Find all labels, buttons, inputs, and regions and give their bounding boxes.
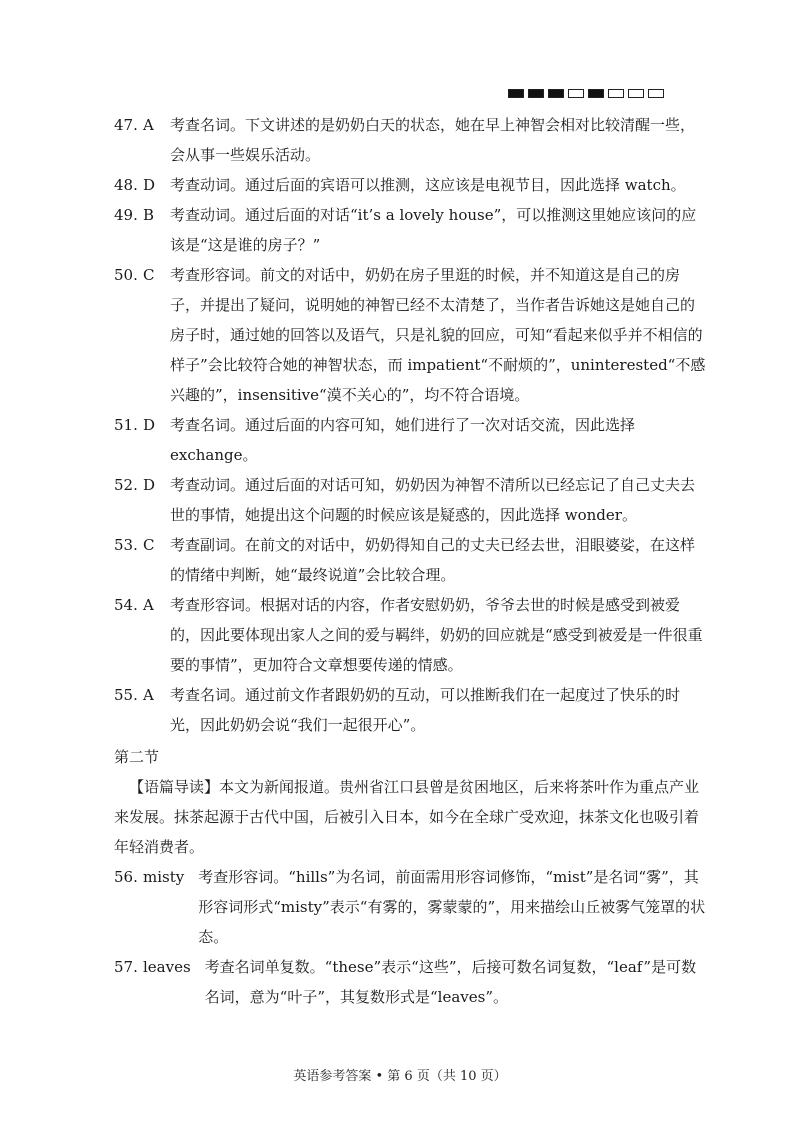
answer-item [114, 110, 708, 170]
answer-item [114, 200, 708, 260]
progress-square [628, 89, 644, 98]
progress-square [508, 89, 524, 98]
item-number: 49. [114, 206, 138, 224]
page-footer: 英语参考答案 • 第 6 页（共 10 页） [293, 1069, 507, 1084]
item-answer: misty [143, 868, 185, 886]
item-answer: A [143, 686, 154, 704]
item-explanation: 考查名词。下文讲述的是奶奶白天的状态，她在早上神智会相对比较清醒一些，会从事一些娱乐活动。 [170, 116, 696, 164]
item-answer: B [143, 206, 155, 224]
item-answer: leaves [143, 958, 191, 976]
item-number: 47. [114, 116, 138, 134]
item-answer: A [143, 116, 154, 134]
item-number: 48. [114, 176, 138, 194]
item-explanation: 考查名词单复数。“these”表示“这些”，后接可数名词复数，“leaf”是可数名词，意为“叶子”，其复数形式是“leaves”。 [204, 958, 697, 1006]
item-explanation: 考查副词。在前文的对话中，奶奶得知自己的丈夫已经去世，泪眼婆娑，在这样的情绪中判断，她“最终说道”会比较合理。 [170, 536, 696, 584]
item-number: 55. [114, 686, 138, 704]
item-number: 52. [114, 476, 138, 494]
answer-item [114, 952, 708, 1012]
guide-paragraph: 【语篇导读】本文为新闻报道。贵州省江口县曾是贫困地区，后来将茶叶作为重点产业来发展。抹茶起源于古代中国，后被引入日本，如今在全球广受欢迎，抹茶文化也吸引着年轻消费者。 [114, 778, 700, 856]
answer-item [114, 590, 708, 680]
progress-square [568, 89, 584, 98]
item-answer: C [143, 536, 155, 554]
answer-item [114, 170, 708, 200]
answer-item [114, 410, 708, 470]
item-explanation: 考查名词。通过前文作者跟奶奶的互动，可以推断我们在一起度过了快乐的时光，因此奶奶会说“我们一起很开心”。 [170, 686, 681, 734]
answer-item [114, 530, 708, 590]
answer-item [114, 470, 708, 530]
progress-square [608, 89, 624, 98]
item-answer: D [143, 176, 156, 194]
item-answer: C [143, 266, 155, 284]
progress-square [648, 89, 664, 98]
item-explanation: 考查动词。通过后面的对话“it’s a lovely house”，可以推测这里她应该问的应该是“这是谁的房子？” [170, 206, 697, 254]
item-explanation: 考查形容词。“hills”为名词，前面需用形容词修饰，“mist”是名词“雾”，其形容词形式“misty”表示“有雾的，雾蒙蒙的”，用来描绘山丘被雾气笼罩的状态。 [198, 868, 706, 946]
item-number: 57. [114, 958, 138, 976]
item-number: 50. [114, 266, 138, 284]
section-title: 第二节 [114, 748, 160, 766]
item-explanation: 考查形容词。前文的对话中，奶奶在房子里逛的时候，并不知道这是自己的房子，并提出了疑问，说明她的神智已经不太清楚了，当作者告诉她这是她自己的房子时，通过她的回答以及语气，只是礼貌的回应，可知“看起来似乎并不相信的样子”会比较符合她的神智状态，而 impatient“不耐烦的”，uninterested“不感兴趣的”，insensitive“漠不关心的”，均不符合语境。 [170, 266, 706, 404]
item-number: 54. [114, 596, 138, 614]
item-number: 56. [114, 868, 138, 886]
item-answer: D [143, 416, 156, 434]
item-explanation: 考查动词。通过后面的对话可知，奶奶因为神智不清所以已经忘记了自己丈夫去世的事情，她提出这个问题的时候应该是疑惑的，因此选择 wonder。 [170, 476, 696, 524]
item-number: 53. [114, 536, 138, 554]
progress-square [548, 89, 564, 98]
answer-content [114, 110, 708, 1012]
item-number: 51. [114, 416, 138, 434]
item-explanation: 考查名词。通过后面的内容可知，她们进行了一次对话交流，因此选择 exchange。 [170, 416, 636, 464]
progress-squares [508, 89, 664, 98]
answer-item [114, 260, 708, 410]
item-explanation: 考查动词。通过后面的宾语可以推测，这应该是电视节目，因此选择 watch。 [170, 176, 686, 194]
item-answer: D [143, 476, 156, 494]
item-explanation: 考查形容词。根据对话的内容，作者安慰奶奶，爷爷去世的时候是感受到被爱的，因此要体现出家人之间的爱与羁绊，奶奶的回应就是“感受到被爱是一件很重要的事情”，更加符合文章想要传递的情感。 [170, 596, 703, 674]
progress-square [528, 89, 544, 98]
answer-item [114, 680, 708, 740]
progress-square [588, 89, 604, 98]
answer-item [114, 862, 708, 952]
item-answer: A [143, 596, 154, 614]
